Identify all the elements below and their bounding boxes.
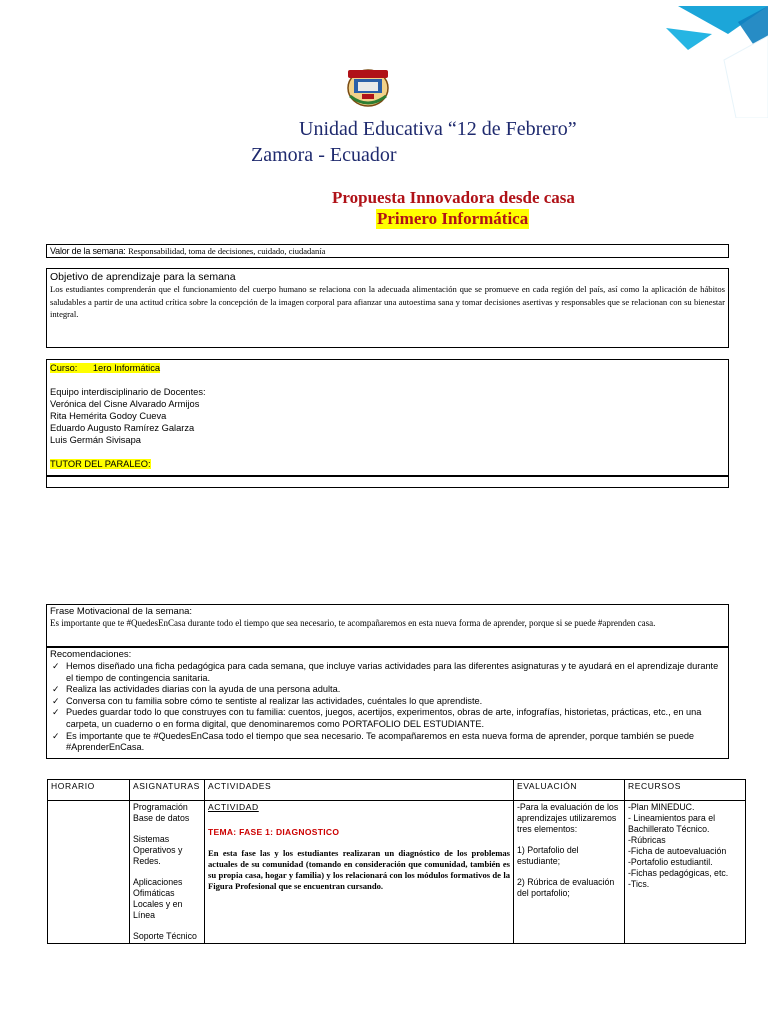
asignatura: Soporte Técnico [133, 931, 197, 941]
curso-value: 1ero Informática [92, 363, 161, 373]
teacher-name: Eduardo Augusto Ramírez Galarza [50, 423, 195, 433]
curso-highlight [50, 363, 160, 373]
tutor-row [46, 476, 729, 488]
list-item [50, 731, 725, 754]
asignatura: Sistemas Operativos y Redes. [133, 834, 183, 866]
recomendacion-text: Hemos diseñado una ficha pedagógica para cada semana, que incluye varias actividades para las diferentes asignaturas y te ayudará en el aprendizaje durante el tiempo de contingencia sanitaria. [66, 661, 719, 683]
curso-label: Curso: [50, 363, 78, 373]
recomendaciones-box [46, 647, 729, 759]
teacher-name: Verónica del Cisne Alvarado Armijos [50, 399, 200, 409]
frase-box [46, 604, 729, 647]
asignatura: Programación Base de datos [133, 802, 190, 823]
institution-title: Unidad Educativa “12 de Febrero” [299, 118, 577, 140]
curso-box [46, 359, 729, 476]
school-crest-logo [344, 66, 392, 108]
checkmark-bullet-icon: ✓ [52, 707, 60, 718]
horario-cell [48, 801, 130, 944]
evaluacion-item: 1) Portafolio del estudiante; [517, 845, 579, 866]
column-header: RECURSOS [625, 780, 746, 801]
recursos-cell [625, 801, 746, 944]
asignaturas-cell [130, 801, 205, 944]
frase-text: Es importante que te #QuedesEnCasa durante todo el tiempo que sea necesario, te acompañaremos en esta nueva forma de aprender, porque si se puede #aprenden casa. [50, 618, 656, 628]
tema-label: TEMA: FASE 1: DIAGNOSTICO [208, 827, 340, 837]
evaluacion-cell [514, 801, 625, 944]
evaluacion-item: 2) Rúbrica de evaluación del portafolio; [517, 877, 615, 898]
column-header: ACTIVIDADES [205, 780, 514, 801]
recomendacion-text: Puedes guardar todo lo que construyes con tu familia: cuentos, juegos, acertijos, experimentos, obras de arte, infografías, historietas, prácticas, etc., en una carpeta, un cuaderno o en forma digital, que denominaremos como PORTAFOLIO DEL ESTUDIANTE. [66, 707, 702, 729]
list-item [50, 707, 725, 730]
recomendaciones-list [50, 661, 725, 754]
objetivo-heading: Objetivo de aprendizaje para la semana [50, 271, 236, 283]
recurso-item: -Portafolio estudiantil. [628, 857, 713, 867]
recomendacion-text: Realiza las actividades diarias con la ayuda de una persona adulta. [66, 684, 341, 695]
table-row [48, 801, 746, 944]
recurso-item: - Lineamientos para el Bachillerato Técnico. [628, 813, 716, 834]
actividad-label: ACTIVIDAD [208, 802, 259, 812]
asignatura: Aplicaciones Ofimáticas Locales y en Línea [133, 877, 183, 920]
column-header: EVALUACIÓN [514, 780, 625, 801]
recomendaciones-heading: Recomendaciones: [50, 649, 132, 660]
actividades-cell [205, 801, 514, 944]
teacher-name: Luis Germán Sivisapa [50, 435, 141, 445]
list-item [50, 661, 725, 684]
proposal-title: Propuesta Innovadora desde casa [332, 188, 575, 207]
recomendacion-text: Conversa con tu familia sobre cómo te sentiste al realizar las actividades, cuéntales lo que aprendiste. [66, 695, 483, 706]
checkmark-bullet-icon: ✓ [52, 695, 60, 706]
checkmark-bullet-icon: ✓ [52, 730, 60, 741]
valor-value: Responsabilidad, toma de decisiones, cuidado, ciudadanía [128, 246, 326, 256]
column-header: ASIGNATURAS [130, 780, 205, 801]
tutor-label: TUTOR DEL PARALEO: [50, 459, 151, 469]
list-item [50, 684, 725, 696]
evaluacion-item: -Para la evaluación de los aprendizajes utilizaremos tres elementos: [517, 802, 619, 834]
objetivo-text: Los estudiantes comprenderán que el funcionamiento del cuerpo humano se relaciona con la adecuada alimentación que se promueve en cada región del país, así como la aplicación de hábitos saludables a partir de una actitud crítica sobre la concepción de la imagen corporal para afianzar una autoestima sana y tomar decisiones asertivas y responsables que se relacionan con su bienestar integral. [50, 284, 725, 319]
course-title: Primero Informática [377, 209, 529, 228]
valor-label: Valor de la semana: [50, 246, 126, 256]
valor-box [46, 244, 729, 258]
corner-triangle-decoration [666, 6, 768, 118]
planning-table [47, 779, 746, 944]
team-heading: Equipo interdisciplinario de Docentes [50, 387, 203, 397]
actividad-description: En esta fase las y los estudiantes realizaran un diagnóstico de los problemas actuales de su comunidad (tomando en consideración que comunidad, también es su propia casa, hogar y familia) y los relacionará con los módulos formativos de la Figura Profesional que se encuentran cursando. [208, 848, 510, 891]
recurso-item: -Tics. [628, 879, 650, 889]
objetivo-box [46, 268, 729, 348]
teacher-name: Rita Hemérita Godoy Cueva [50, 411, 167, 421]
list-item [50, 696, 725, 708]
recurso-item: -Fichas pedagógicas, etc. [628, 868, 729, 878]
table-header-row [48, 780, 746, 801]
location-title: Zamora - Ecuador [251, 144, 397, 166]
checkmark-bullet-icon: ✓ [52, 684, 60, 695]
recurso-item: -Ficha de autoevaluación [628, 846, 727, 856]
column-header: HORARIO [48, 780, 130, 801]
team-heading-colon: : [202, 387, 206, 397]
recomendacion-text: Es importante que te #QuedesEnCasa todo el tiempo que sea necesario. Te acompañaremos en esta nueva forma de aprender, porque también se puede #AprenderEnCasa. [66, 730, 695, 753]
checkmark-bullet-icon: ✓ [52, 661, 60, 671]
frase-heading: Frase Motivacional de la semana: [50, 606, 193, 617]
recurso-item: -Rúbricas [628, 835, 666, 845]
recurso-item: -Plan MINEDUC. [628, 802, 695, 812]
